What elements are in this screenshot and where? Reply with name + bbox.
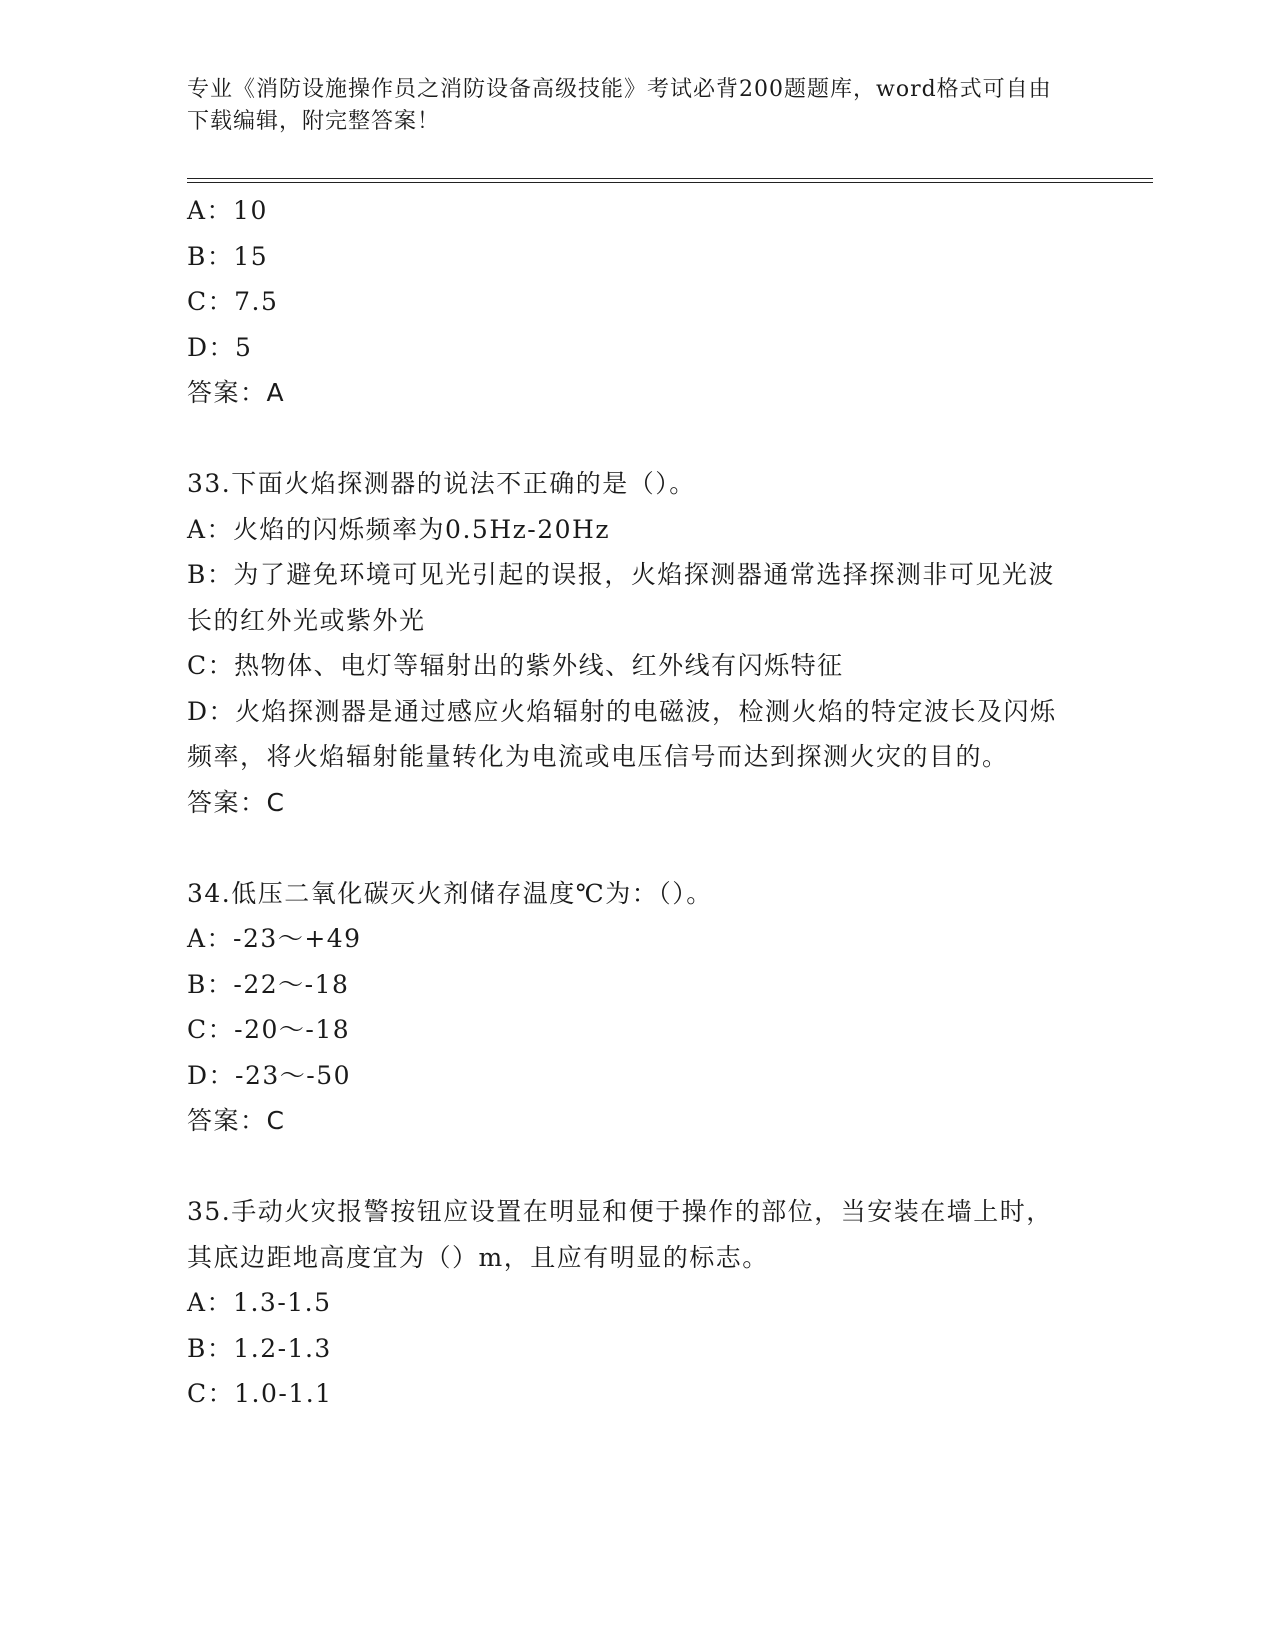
option-c: C：热物体、电灯等辐射出的紫外线、红外线有闪烁特征 (187, 651, 844, 680)
option-c: C：-20～-18 (187, 1015, 351, 1044)
option-d: D：-23～-50 (187, 1060, 352, 1090)
option-b: B：1.2-1.3 (187, 1333, 332, 1363)
header-divider-bottom (187, 182, 1153, 183)
question-stem: 33.下面火焰探测器的说法不正确的是（）。 (187, 469, 696, 498)
option-b: B：-22～-18 (187, 969, 350, 999)
option-b: B：15 (187, 241, 269, 271)
header-divider-top (187, 178, 1153, 179)
question-stem: 34.低压二氧化碳灭火剂储存温度℃为：（）。 (187, 878, 713, 908)
answer-line: 答案：A (187, 378, 286, 407)
option-a: A：-23～+49 (187, 924, 362, 953)
answer-line: 答案：C (187, 1106, 286, 1135)
question-33 (187, 461, 1067, 825)
question-32-continued (187, 188, 1067, 416)
option-d: D：5 (187, 332, 253, 362)
question-list (187, 188, 1067, 1417)
option-d: D：火焰探测器是通过感应火焰辐射的电磁波，检测火焰的特定波长及闪烁频率，将火焰辐射能量转化为电流或电压信号而达到探测火灾的目的。 (187, 696, 1057, 771)
option-a: A：10 (187, 196, 268, 225)
option-c: C：1.0-1.1 (187, 1379, 333, 1408)
question-34 (187, 871, 1067, 1144)
option-a: A：1.3-1.5 (187, 1288, 332, 1317)
option-b: B：为了避免环境可见光引起的误报，火焰探测器通常选择探测非可见光波长的红外光或紫外光 (187, 560, 1055, 635)
answer-line: 答案：C (187, 787, 286, 817)
option-a: A：火焰的闪烁频率为0.5Hz-20Hz (187, 514, 611, 544)
question-35 (187, 1189, 1067, 1417)
document-header: 专业《消防设施操作员之消防设备高级技能》考试必背200题题库，word格式可自由下载编辑，附完整答案！ (187, 77, 1052, 134)
question-stem: 35.手动火灾报警按钮应设置在明显和便于操作的部位，当安装在墙上时，其底边距地高度宜为（）m，且应有明显的标志。 (187, 1197, 1053, 1272)
option-c: C：7.5 (187, 287, 279, 316)
